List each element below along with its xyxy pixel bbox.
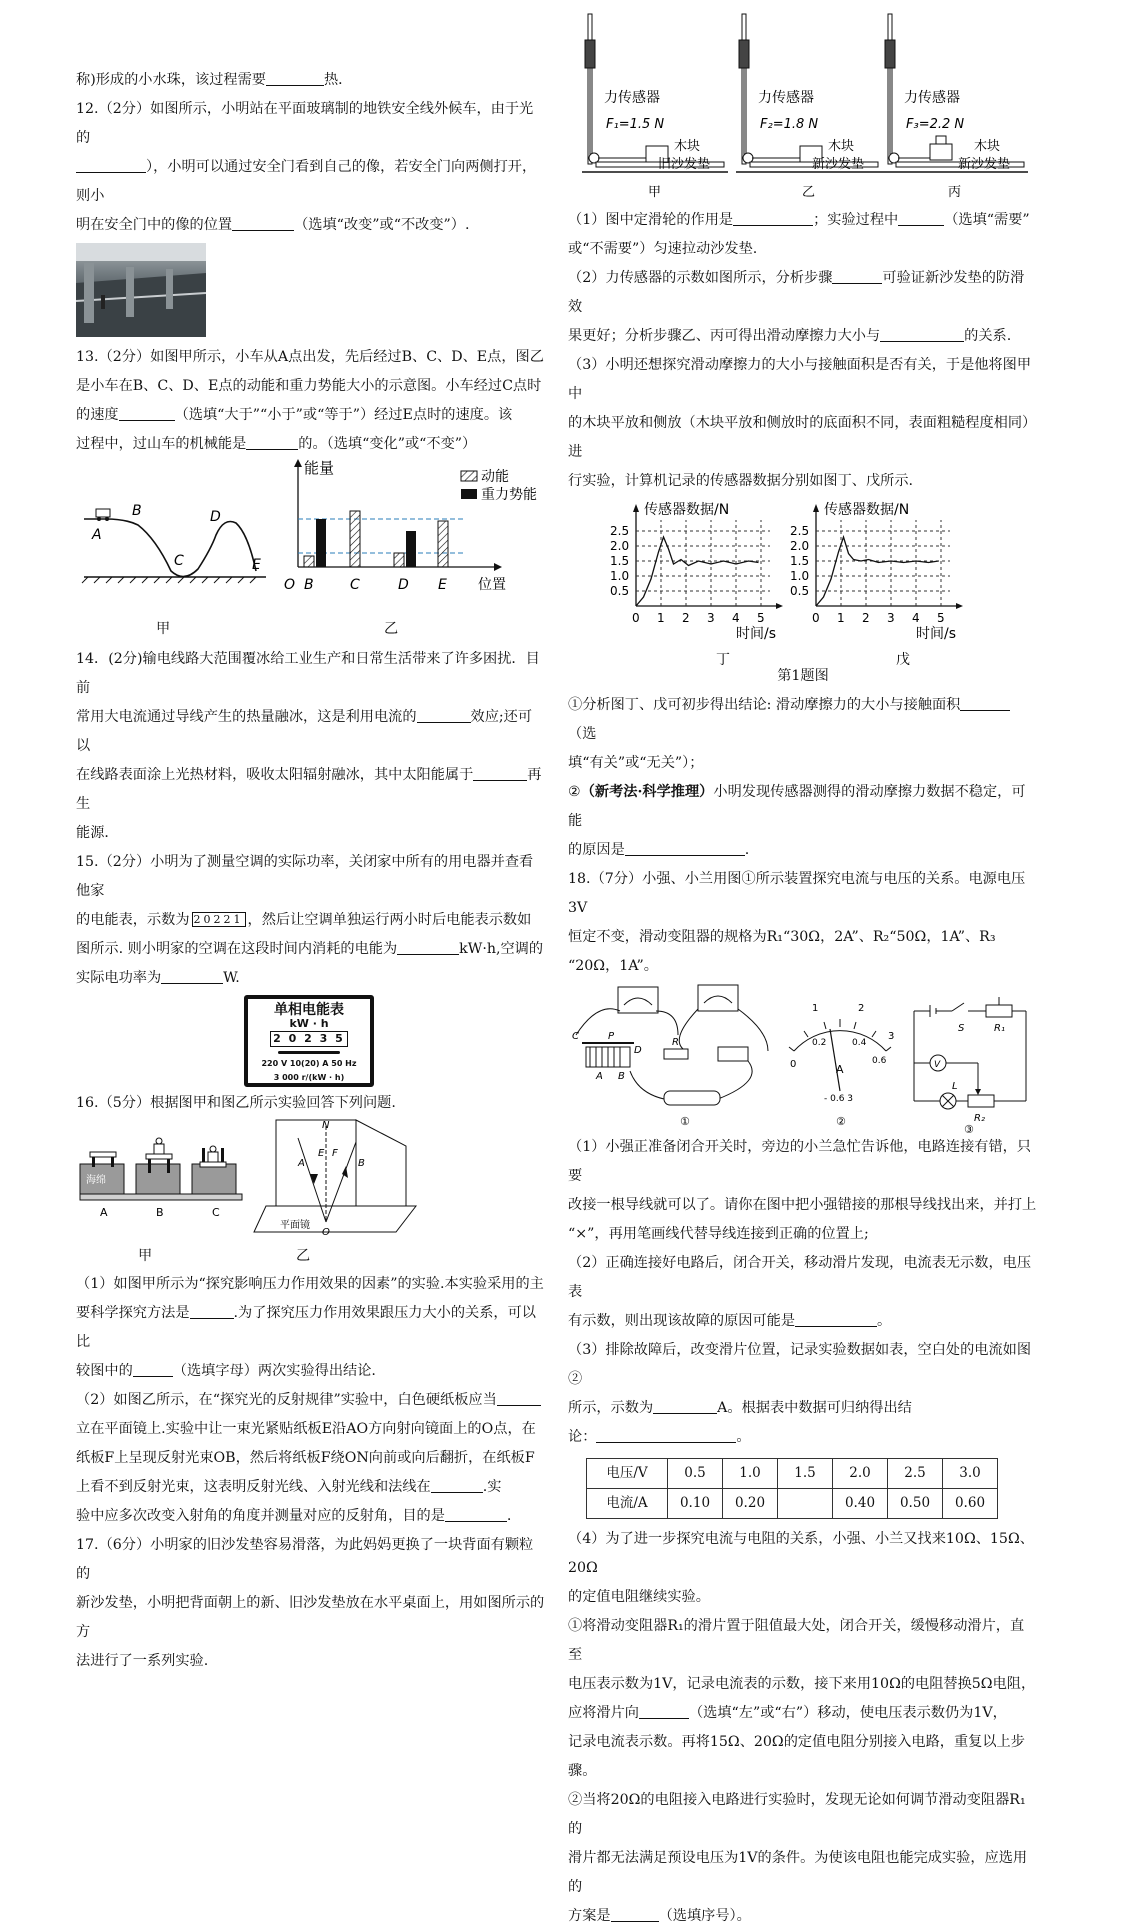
subway-platform-image bbox=[76, 243, 206, 337]
x-tick-label: 5 bbox=[937, 611, 945, 625]
label-a: A bbox=[596, 1071, 603, 1082]
legend-potential-swatch bbox=[461, 489, 477, 499]
answer-blank[interactable] bbox=[611, 1905, 659, 1922]
block-label: 木块 bbox=[974, 139, 1001, 154]
text-line: 较图中的 （选填字母）两次实验得出结论. bbox=[76, 1357, 546, 1386]
y-tick-label: 2.5 bbox=[790, 524, 810, 538]
answer-blank[interactable] bbox=[266, 69, 324, 86]
block-label: 木块 bbox=[674, 139, 701, 154]
answer-blank[interactable] bbox=[119, 404, 175, 421]
text-line: 行实验，计算机记录的传感器数据分别如图丁、戊所示. bbox=[568, 473, 914, 489]
origin-o: O bbox=[284, 577, 296, 593]
y-tick-label: 1.0 bbox=[790, 569, 810, 583]
y-tick-label: 1.0 bbox=[610, 569, 630, 583]
ammeter-terminals: - 0.6 3 bbox=[824, 1094, 854, 1104]
bar-b-potential bbox=[316, 519, 326, 567]
x-tick-label: 3 bbox=[887, 611, 895, 625]
label-b: B bbox=[156, 1206, 164, 1219]
chart-caption: 丁 bbox=[716, 652, 730, 666]
label-p: P bbox=[608, 1031, 615, 1042]
force-value: F₂=1.8 N bbox=[760, 117, 819, 132]
sensor-data-charts bbox=[568, 496, 1038, 666]
point-d: D bbox=[210, 509, 221, 525]
text-line: 滑片都无法满足预设电压为1V的条件。为使该电阻也能完成实验，应选用的 bbox=[568, 1850, 1028, 1895]
table-cell: 0.5 bbox=[668, 1459, 723, 1489]
label-a: A bbox=[100, 1206, 108, 1219]
text-line: ①将滑动变阻器R₁的滑片置于阻值最大处，闭合开关，缓慢移动滑片，直至 bbox=[568, 1618, 1025, 1663]
text-line: 的电能表，示数为 20221 ，然后让空调单独运行两小时后电能表示数如 bbox=[76, 912, 532, 928]
pad-label: 新沙发垫 bbox=[958, 157, 1011, 172]
x-axis-label: 时间/s bbox=[736, 626, 777, 642]
circle-1: ① bbox=[680, 1115, 690, 1128]
answer-blank[interactable] bbox=[898, 209, 944, 226]
circle-3: ③ bbox=[964, 1123, 974, 1133]
y-tick-label: 2.0 bbox=[610, 539, 630, 553]
x-tick-label: 2 bbox=[682, 611, 690, 625]
answer-blank[interactable] bbox=[133, 1360, 173, 1377]
text-line: 过程中，过山车的机械能是 的。（选填“变化”或“不变”） bbox=[76, 430, 546, 459]
tick-c: C bbox=[350, 577, 360, 593]
figure-17 bbox=[568, 10, 1038, 206]
table-row bbox=[587, 1489, 998, 1519]
question-14: 14．(2分)输电线路大范围覆冰给工业生产和日常生活带来了许多困扰．目前 bbox=[76, 651, 540, 696]
text-line: 的定值电阻继续实验。 bbox=[568, 1589, 710, 1605]
answer-blank[interactable] bbox=[639, 1702, 689, 1719]
figure-16 bbox=[76, 1118, 546, 1252]
text-line: 上看不到反射光束，这表明反射光线、入射光线和法线在 .实 bbox=[76, 1473, 546, 1502]
caption-jia: 甲 bbox=[156, 621, 171, 637]
text-line: 论： 。 bbox=[568, 1423, 1038, 1452]
x-tick-label: 0 bbox=[812, 611, 820, 625]
table-header: 电流/A bbox=[587, 1489, 668, 1519]
figure-16-captions bbox=[76, 1242, 546, 1270]
table-header: 电压/V bbox=[587, 1459, 668, 1489]
text-line: 果更好；分析步骤乙、丙可得出滑动摩擦力大小与 的关系. bbox=[568, 322, 1038, 351]
sensor-charts bbox=[568, 496, 1038, 666]
legend-kinetic: 动能 bbox=[481, 469, 509, 485]
table-cell: 0.50 bbox=[888, 1489, 943, 1519]
meter-reading-box: 20221 bbox=[193, 913, 244, 926]
text-line: 要科学探究方法是 .为了探究压力作用效果跟压力大小的关系，可以比 bbox=[76, 1299, 546, 1357]
question-17-1: （1）图中定滑轮的作用是 ；实验过程中 （选填“需要” bbox=[568, 206, 1038, 235]
x-tick-label: 4 bbox=[912, 611, 920, 625]
text-line: 称)形成的小水珠，该过程需要 热． bbox=[76, 66, 546, 95]
meter-spec2: 3 000 r/(kW · h) bbox=[273, 1073, 345, 1082]
x-tick-label: 0 bbox=[632, 611, 640, 625]
wood-block bbox=[930, 144, 952, 160]
answer-blank[interactable] bbox=[161, 967, 223, 984]
text-line: 改接一根导线就可以了。请你在图中把小强错接的那根导线找出来，并打上 bbox=[568, 1197, 1037, 1213]
label-f: F bbox=[332, 1148, 338, 1159]
question-16-1: （1）如图甲所示为“探究影响压力作用效果的因素”的实验.本实验采用的主 bbox=[76, 1276, 544, 1292]
question-13: 13.（2分）如图甲所示，小车从A点出发，先后经过B、C、D、E点，图乙 bbox=[76, 349, 544, 365]
chart-title: 传感器数据/N bbox=[644, 502, 730, 518]
table-cell: 0.40 bbox=[833, 1489, 888, 1519]
new-exam-tag: （新考法·科学推理） bbox=[580, 784, 714, 800]
answer-blank[interactable] bbox=[625, 839, 745, 856]
x-axis-label: 时间/s bbox=[916, 626, 957, 642]
tick-b: B bbox=[304, 577, 314, 593]
answer-blank[interactable] bbox=[246, 433, 298, 450]
label-ray-b: B bbox=[358, 1158, 365, 1169]
x-tick-label: 5 bbox=[757, 611, 765, 625]
text-line: 实际电功率为 W. bbox=[76, 964, 546, 993]
left-column bbox=[76, 66, 546, 1676]
scale-2: 2 bbox=[858, 1003, 865, 1014]
text-line: 的速度 （选填“大于”“小于”或“等于”）经过E点时的速度。该 bbox=[76, 401, 546, 430]
text-line: 法进行了一系列实验. bbox=[76, 1653, 209, 1669]
text-line: 电压表示数为1V，记录电流表的示数，接下来用10Ω的电阻替换5Ω电阻， bbox=[568, 1676, 1036, 1692]
pad-label: 旧沙发垫 bbox=[658, 157, 711, 172]
text-line: 恒定不变，滑动变阻器的规格为R₁“30Ω，2A”、R₂“50Ω，1A”、R₃ bbox=[568, 929, 996, 945]
text-line: 纸板F上呈现反射光束OB，然后将纸板F绕ON向前或向后翻折，在纸板F bbox=[76, 1450, 535, 1466]
text-line: 方案是 （选填序号）。 bbox=[568, 1902, 1038, 1931]
caption-yi: 乙 bbox=[384, 621, 399, 637]
question-18: 18.（7分）小强、小兰用图①所示装置探究电流与电压的关系。电源电压3V bbox=[568, 871, 1026, 916]
pressure-reflection-diagram bbox=[76, 1118, 546, 1252]
x-tick-label: 4 bbox=[732, 611, 740, 625]
table-cell bbox=[778, 1489, 833, 1519]
text-line: ②当将20Ω的电阻接入电路进行实验时，发现无论如何调节滑动变阻器R₁的 bbox=[568, 1792, 1026, 1837]
text-line: 或“不需要”）匀速拉动沙发垫. bbox=[568, 241, 758, 257]
caption-yi: 乙 bbox=[296, 1248, 311, 1264]
question-17: 17.（6分）小明家的旧沙发垫容易滑落，为此妈妈更换了一块背面有颗粒的 bbox=[76, 1537, 534, 1582]
question-16: 16.（5分）根据图甲和图乙所示实验回答下列问题. bbox=[76, 1095, 396, 1111]
text-line: 是小车在B、C、D、E点的动能和重力势能大小的示意图。小车经过C点时 bbox=[76, 378, 542, 394]
label-ray-a: A bbox=[298, 1158, 305, 1169]
y-tick-label: 1.5 bbox=[610, 554, 630, 568]
legend-potential: 重力势能 bbox=[481, 487, 537, 503]
ammeter-a: A bbox=[836, 1063, 844, 1076]
answer-blank[interactable] bbox=[190, 1302, 234, 1319]
text-line: 能源． bbox=[76, 825, 119, 841]
force-sensor bbox=[885, 40, 895, 68]
answer-blank[interactable] bbox=[232, 214, 294, 231]
switch-s: S bbox=[958, 1023, 965, 1034]
point-c: C bbox=[174, 553, 184, 569]
table-cell: 3.0 bbox=[943, 1459, 998, 1489]
conclusion-1: ①分析图丁、戊可初步得出结论: 滑动摩擦力的大小与接触面积（选 bbox=[568, 691, 1038, 749]
y-tick-label: 0.5 bbox=[610, 584, 630, 598]
right-column bbox=[568, 10, 1038, 1931]
axis-energy: 能量 bbox=[304, 459, 335, 477]
y-tick-label: 0.5 bbox=[790, 584, 810, 598]
answer-blank[interactable] bbox=[431, 1476, 483, 1493]
scale-02: 0.2 bbox=[812, 1038, 827, 1048]
table-cell: 0.10 bbox=[668, 1489, 723, 1519]
series-line bbox=[636, 537, 759, 606]
bar-b-kinetic bbox=[304, 556, 314, 567]
text-line: 所示，示数为 A。根据表中数据可归纳得出结 bbox=[568, 1394, 1038, 1423]
answer-blank[interactable] bbox=[397, 938, 459, 955]
circuit-diagram bbox=[568, 981, 1038, 1133]
text-line: 应将滑片向 （选填“左”或“右”）移动，使电压表示数仍为1V， bbox=[568, 1699, 1038, 1728]
label-o: O bbox=[322, 1227, 330, 1238]
figure-15 bbox=[76, 993, 546, 1089]
sensor-chart bbox=[790, 501, 963, 666]
answer-blank[interactable] bbox=[596, 1426, 736, 1443]
answer-blank[interactable] bbox=[497, 1389, 541, 1406]
meter-unit: kW · h bbox=[289, 1017, 329, 1030]
scale-0: 0 bbox=[790, 1059, 797, 1070]
question-18-2: （2）正确连接好电路后，闭合开关，移动滑片发现，电流表无示数，电压表 bbox=[568, 1255, 1032, 1300]
y-tick-label: 2.0 bbox=[790, 539, 810, 553]
question-18-1: （1）小强正准备闭合开关时，旁边的小兰急忙告诉他，电路连接有错，只要 bbox=[568, 1139, 1032, 1184]
rig-caption: 甲 bbox=[648, 185, 662, 200]
text-line: 立在平面镜上.实验中让一束光紧贴纸板E沿AO方向射向镜面上的O点，在 bbox=[76, 1421, 536, 1437]
point-e: E bbox=[252, 557, 261, 573]
roller-coaster-diagram bbox=[76, 459, 546, 615]
label-b: B bbox=[618, 1071, 625, 1082]
text-line: 的木块平放和侧放（木块平放和侧放时的底面积不同，表面粗糙程度相同）进 bbox=[568, 415, 1037, 460]
text-line: 新沙发垫，小明把背面朝上的新、旧沙发垫放在水平桌面上，用如图所示的方 bbox=[76, 1595, 545, 1640]
table-cell: 2.0 bbox=[833, 1459, 888, 1489]
series-line bbox=[816, 537, 939, 606]
answer-blank[interactable] bbox=[473, 764, 527, 781]
sensor-label: 力传感器 bbox=[758, 90, 814, 106]
figure-18 bbox=[568, 981, 1038, 1133]
sensor-label: 力传感器 bbox=[604, 90, 660, 106]
force-sensor bbox=[585, 40, 595, 68]
x-tick-label: 1 bbox=[657, 611, 665, 625]
tick-d: D bbox=[398, 577, 409, 593]
text-line: 常用大电流通过导线产生的热量融冰，这是利用电流的 效应;还可以 bbox=[76, 703, 546, 761]
label-n: N bbox=[322, 1120, 330, 1131]
table-cell: 0.60 bbox=[943, 1489, 998, 1519]
chart-caption: 戊 bbox=[896, 652, 910, 666]
friction-setup-diagram bbox=[568, 10, 1038, 206]
sensor-chart bbox=[610, 501, 783, 666]
force-sensor bbox=[739, 40, 749, 68]
answer-blank[interactable] bbox=[733, 209, 813, 226]
question-16-2: （2）如图乙所示，在“探究光的反射规律”实验中，白色硬纸板应当 bbox=[76, 1386, 546, 1415]
answer-blank[interactable] bbox=[417, 706, 471, 723]
answer-blank[interactable] bbox=[445, 1505, 507, 1522]
tick-e: E bbox=[438, 577, 447, 593]
scale-04: 0.4 bbox=[852, 1038, 867, 1048]
question-15: 15.（2分）小明为了测量空调的实际功率，关闭家中所有的用电器并查看他家 bbox=[76, 854, 534, 899]
scale-1: 1 bbox=[812, 1003, 819, 1014]
table-cell: 1.0 bbox=[723, 1459, 778, 1489]
pad-label: 新沙发垫 bbox=[812, 157, 865, 172]
rig-caption: 乙 bbox=[802, 185, 816, 200]
y-tick-label: 2.5 bbox=[610, 524, 630, 538]
force-value: F₁=1.5 N bbox=[606, 117, 665, 132]
answer-blank[interactable] bbox=[832, 267, 882, 284]
text-line: 明在安全门中的像的位置 （选填“改变”或“不改变”）. bbox=[76, 211, 546, 240]
block-label: 木块 bbox=[828, 139, 855, 154]
label-r2: R₂ bbox=[974, 1113, 985, 1124]
bar-d-kinetic bbox=[394, 553, 404, 567]
figure-13 bbox=[76, 459, 546, 615]
weight-block bbox=[936, 136, 946, 144]
lamp-l: L bbox=[952, 1081, 958, 1092]
x-tick-label: 1 bbox=[837, 611, 845, 625]
label-c: C bbox=[212, 1206, 220, 1219]
text-line: 在线路表面涂上光热材料，吸收太阳辐射融冰，其中太阳能属于 再生 bbox=[76, 761, 546, 819]
force-value: F₃=2.2 N bbox=[906, 117, 965, 132]
table-cell: 2.5 bbox=[888, 1459, 943, 1489]
rig-caption: 丙 bbox=[948, 185, 962, 200]
text-line: 验中应多次改变入射角的角度并测量对应的反射角，目的是 . bbox=[76, 1502, 546, 1531]
meter-title: 单相电能表 bbox=[274, 1002, 344, 1018]
text-line: 图所示. 则小明家的空调在这段时间内消耗的电能为 kW·h,空调的 bbox=[76, 935, 546, 964]
bar-e-kinetic bbox=[438, 521, 448, 567]
subway-photo bbox=[76, 243, 206, 337]
legend-kinetic-swatch bbox=[461, 471, 477, 481]
sponge-label: 海绵 bbox=[86, 1175, 106, 1186]
voltmeter-v: V bbox=[934, 1060, 941, 1070]
axis-position: 位置 bbox=[478, 577, 506, 593]
meter-digits: 2 0 2 3 5 bbox=[270, 1031, 348, 1047]
figure-caption: 第1题图 bbox=[777, 668, 829, 684]
text-line: ），小明可以通过安全门看到自己的像，若安全门向两侧打开，则小 bbox=[76, 153, 546, 211]
answer-blank[interactable] bbox=[795, 1310, 877, 1327]
conclusion-2: ②（新考法·科学推理）小明发现传感器测得的滑动摩擦力数据不稳定，可能 bbox=[568, 784, 1026, 829]
question-17-3: （3）小明还想探究滑动摩擦力的大小与接触面积是否有关，于是他将图甲中 bbox=[568, 357, 1032, 402]
bar-d-potential bbox=[406, 531, 416, 567]
question-12: 12.（2分）如图所示，小明站在平面玻璃制的地铁安全线外候车，由于光的 bbox=[76, 101, 534, 146]
circle-2: ② bbox=[836, 1115, 846, 1128]
scale-3: 3 bbox=[888, 1031, 895, 1042]
x-tick-label: 3 bbox=[707, 611, 715, 625]
label-r: R bbox=[672, 1037, 679, 1048]
bar-c-kinetic bbox=[350, 511, 360, 567]
meter-spec1: 220 V 10(20) A 50 Hz bbox=[261, 1059, 357, 1068]
table-cell: 1.5 bbox=[778, 1459, 833, 1489]
label-r1: R₁ bbox=[994, 1023, 1005, 1034]
electric-meter bbox=[244, 995, 374, 1087]
question-18-3: （3）排除故障后，改变滑片位置，记录实验数据如表，空白处的电流如图② bbox=[568, 1342, 1032, 1387]
figure-13-captions bbox=[76, 615, 546, 645]
caption-jia: 甲 bbox=[138, 1248, 153, 1264]
x-tick-label: 2 bbox=[862, 611, 870, 625]
text-line: 记录电流表示数。再将15Ω、20Ω的定值电阻分别接入电路，重复以上步骤。 bbox=[568, 1734, 1025, 1779]
point-a: A bbox=[92, 527, 102, 543]
question-17-2: （2）力传感器的示数如图所示，分析步骤 可验证新沙发垫的防滑效 bbox=[568, 264, 1038, 322]
meter-dial bbox=[248, 1047, 370, 1057]
scale-06: 0.6 bbox=[872, 1056, 887, 1066]
sensor-label: 力传感器 bbox=[904, 90, 960, 106]
label-e: E bbox=[318, 1148, 325, 1159]
chart-title: 传感器数据/N bbox=[824, 502, 910, 518]
label-d: D bbox=[634, 1045, 642, 1056]
y-tick-label: 1.5 bbox=[790, 554, 810, 568]
table-row bbox=[587, 1459, 998, 1489]
text-line: “×”，再用笔画线代替导线连接到正确的位置上; bbox=[568, 1226, 869, 1242]
answer-blank[interactable] bbox=[653, 1397, 717, 1414]
data-table bbox=[586, 1458, 998, 1519]
question-18-4: （4）为了进一步探究电流与电阻的关系，小强、小兰又找来10Ω、15Ω、20Ω bbox=[568, 1531, 1034, 1576]
table-cell: 0.20 bbox=[723, 1489, 778, 1519]
text-line: 的原因是 . bbox=[568, 836, 1038, 865]
text-line: 填“有关”或“无关”）； bbox=[568, 755, 704, 771]
label-c: C bbox=[572, 1031, 579, 1042]
text-line: 有示数，则出现该故障的原因可能是 。 bbox=[568, 1307, 1038, 1336]
answer-blank[interactable] bbox=[880, 325, 964, 342]
mirror-label: 平面镜 bbox=[280, 1220, 310, 1231]
text-line: “20Ω，1A”。 bbox=[568, 958, 658, 974]
answer-blank[interactable] bbox=[76, 156, 146, 173]
point-b: B bbox=[132, 503, 142, 519]
answer-blank[interactable] bbox=[960, 694, 1010, 711]
